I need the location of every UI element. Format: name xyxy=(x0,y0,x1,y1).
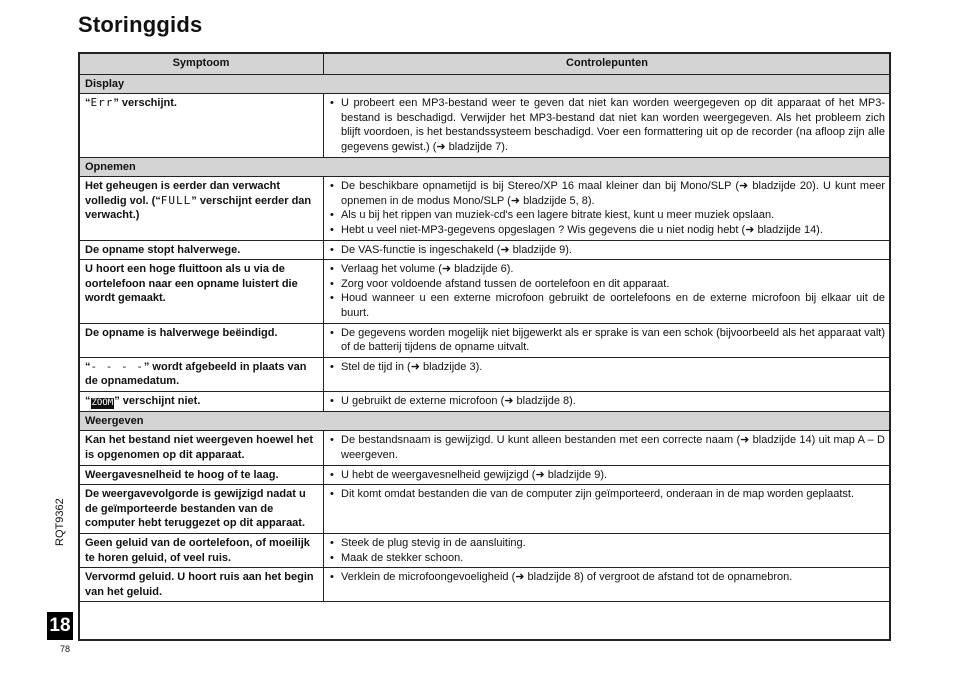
checks-cell xyxy=(324,260,891,323)
check-item: • De bestandsnaam is gewijzigd. U kunt alleen bestanden met een correcte naam (➜ bladzijde 14) uit map A – D weergeven. xyxy=(330,433,885,462)
symptom-text: ” wordt afgebeeld in plaats van de opnamedatum. xyxy=(85,360,307,388)
check-list xyxy=(330,179,885,237)
table-body xyxy=(79,74,891,602)
table-header-row xyxy=(79,53,891,75)
symptom-text: U hoort een hoge fluittoon als u via de oortelefoon naar een opname luistert die wordt gemaakt. xyxy=(85,263,298,305)
check-list xyxy=(330,536,885,565)
check-list xyxy=(330,394,885,409)
symptom-text: ” verschijnt niet. xyxy=(114,394,201,407)
check-list xyxy=(330,433,885,462)
check-item: • Hebt u veel niet-MP3-gegevens opgeslagen ? Wis gegevens die u niet nodig hebt (➜ bladzijde 14). xyxy=(330,223,885,238)
checks-cell xyxy=(324,465,891,485)
table-row xyxy=(79,94,891,157)
section-row xyxy=(79,411,891,431)
section-label: Opnemen xyxy=(79,157,891,177)
symptom-cell xyxy=(79,177,324,240)
checks-cell xyxy=(324,323,891,357)
check-list xyxy=(330,487,885,502)
section-row xyxy=(79,157,891,177)
symptom-cell xyxy=(79,534,324,568)
section-row xyxy=(79,74,891,94)
symptom-cell xyxy=(79,465,324,485)
check-item: • Maak de stekker schoon. xyxy=(330,551,885,566)
symptom-text: De weergavevolgorde is gewijzigd nadat u de geïmporteerde bestanden van de computer hebt teruggezet op dit apparaat. xyxy=(85,488,306,530)
symptom-cell xyxy=(79,568,324,602)
symptom-text: Kan het bestand niet weergeven hoewel het is opgenomen op dit apparaat. xyxy=(85,434,313,462)
symptom-cell xyxy=(79,357,324,391)
symptom-text: Geen geluid van de oortelefoon, of moeilijk te horen geluid, of veel ruis. xyxy=(85,537,310,564)
check-list xyxy=(330,96,885,154)
symptom-text: Weergavesnelheid te hoog of te laag. xyxy=(85,468,279,481)
symptom-cell xyxy=(79,240,324,260)
check-item: • U gebruikt de externe microfoon (➜ bladzijde 8). xyxy=(330,394,885,409)
table-row xyxy=(79,568,891,602)
small-page-number: 78 xyxy=(60,644,71,654)
display-indicator: FULL xyxy=(160,193,192,207)
checks-cell xyxy=(324,177,891,240)
symptom-text: Het geheugen is eerder dan verwacht volledig vol. (“ xyxy=(85,180,281,207)
zoom-indicator-icon: ZOOM xyxy=(91,397,114,408)
checks-cell xyxy=(324,391,891,411)
symptom-cell xyxy=(79,485,324,534)
symptom-text: Vervormd geluid. U hoort ruis aan het begin van het geluid. xyxy=(85,571,314,598)
symptom-text: “ xyxy=(85,97,91,110)
table-row xyxy=(79,485,891,534)
troubleshooting-table xyxy=(78,52,891,602)
check-item: • Stel de tijd in (➜ bladzijde 3). xyxy=(330,360,885,375)
check-item: • U hebt de weergavesnelheid gewijzigd (➜ bladzijde 9). xyxy=(330,468,885,483)
page-number-badge: 18 xyxy=(47,612,73,640)
table-row xyxy=(79,177,891,240)
check-list xyxy=(330,326,885,355)
table-row xyxy=(79,391,891,411)
check-item: • Zorg voor voldoende afstand tussen de oortelefoon en dit apparaat. xyxy=(330,277,885,292)
symptom-text: De opname is halverwege beëindigd. xyxy=(85,326,278,339)
table-row xyxy=(79,465,891,485)
symptom-cell xyxy=(79,431,324,465)
table-row xyxy=(79,357,891,391)
checks-cell xyxy=(324,357,891,391)
symptom-text: “ xyxy=(85,394,91,407)
checks-cell xyxy=(324,94,891,157)
symptom-text: ” verschijnt. xyxy=(113,97,177,110)
table-row xyxy=(79,240,891,260)
symptom-text: “ xyxy=(85,360,91,373)
checks-cell xyxy=(324,534,891,568)
section-label: Weergeven xyxy=(79,411,891,431)
check-list xyxy=(330,468,885,483)
check-item: • Houd wanneer u een externe microfoon gebruikt de oortelefoons en de externe microfoon bij elkaar uit de buurt. xyxy=(330,291,885,320)
check-item: • De gegevens worden mogelijk niet bijgewerkt als er sprake is van een schok (bijvoorbeeld als het apparaat valt) of de batterij tijdens de opname uitvalt. xyxy=(330,326,885,355)
table-row xyxy=(79,534,891,568)
checks-header: Controlepunten xyxy=(324,53,891,75)
check-item: • De VAS-functie is ingeschakeld (➜ bladzijde 9). xyxy=(330,243,885,258)
check-list xyxy=(330,262,885,320)
check-item: • Verklein de microfoongevoeligheid (➜ bladzijde 8) of vergroot de afstand tot de opnamebron. xyxy=(330,570,885,585)
table-row xyxy=(79,431,891,465)
model-code: RQT9362 xyxy=(54,498,66,546)
symptom-header: Symptoom xyxy=(79,53,324,75)
symptom-cell xyxy=(79,391,324,411)
check-item: • Steek de plug stevig in de aansluiting. xyxy=(330,536,885,551)
page-title: Storinggids xyxy=(78,12,203,37)
checks-cell xyxy=(324,240,891,260)
check-item: • Als u bij het rippen van muziek-cd's een lagere bitrate kiest, kunt u meer muziek opslaan. xyxy=(330,208,885,223)
check-list xyxy=(330,243,885,258)
check-list xyxy=(330,570,885,585)
symptom-text: De opname stopt halverwege. xyxy=(85,243,241,256)
check-item: • Dit komt omdat bestanden die van de computer zijn geïmporteerd, onderaan in de map worden geplaatst. xyxy=(330,487,885,502)
section-label: Display xyxy=(79,74,891,94)
checks-cell xyxy=(324,568,891,602)
symptom-cell xyxy=(79,260,324,323)
table-row xyxy=(79,260,891,323)
symptom-text: ” verschijnt eerder dan verwacht.) xyxy=(85,194,312,222)
checks-cell xyxy=(324,431,891,465)
check-item: • Verlaag het volume (➜ bladzijde 6). xyxy=(330,262,885,277)
display-indicator: - - - - xyxy=(90,359,144,373)
table-row xyxy=(79,323,891,357)
symptom-cell xyxy=(79,94,324,157)
checks-cell xyxy=(324,485,891,534)
check-list xyxy=(330,360,885,375)
check-item: • U probeert een MP3-bestand weer te geven dat niet kan worden weergegeven op dit apparaat of het MP3-bestand is beschadigd. Verwijder het MP3-bestand dat niet kan worden weergegeven. Als het probleem zich blijft voordoen, is het bestandssysteem beschadigd. Voer een formattering uit op de recorder (na afloop zijn alle gegevens gewist.) (➜ bladzijde 7). xyxy=(330,96,885,154)
check-item: • De beschikbare opnametijd is bij Stereo/XP 16 maal kleiner dan bij Mono/SLP (➜ bladzijde 20). U kunt meer opnemen in de modus Mono/SLP (➜ bladzijde 5, 8). xyxy=(330,179,885,208)
display-indicator: Err xyxy=(90,96,114,110)
symptom-cell xyxy=(79,323,324,357)
